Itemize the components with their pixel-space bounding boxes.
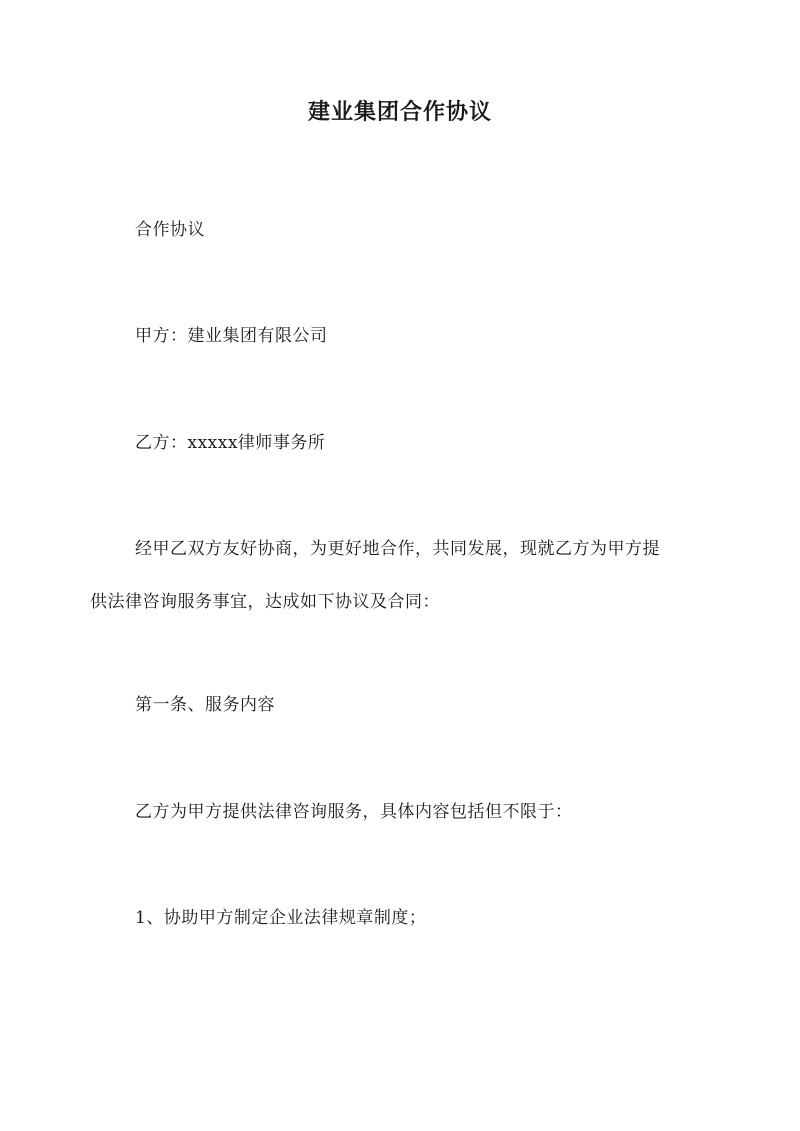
intro-paragraph-line-2: 供法律咨询服务事宜，达成如下协议及合同： xyxy=(90,592,440,612)
intro-paragraph-line-1: 经甲乙双方友好协商，为更好地合作，共同发展，现就乙方为甲方提 xyxy=(135,539,660,559)
party-a-line: 甲方：建业集团有限公司 xyxy=(135,326,328,346)
agreement-heading: 合作协议 xyxy=(135,220,205,240)
party-b-line: 乙方：xxxxx律师事务所 xyxy=(135,433,326,453)
article-1-scope: 乙方为甲方提供法律咨询服务，具体内容包括但不限于： xyxy=(135,802,573,822)
article-1-item-1: 1、协助甲方制定企业法律规章制度； xyxy=(135,908,427,928)
article-1-title: 第一条、服务内容 xyxy=(135,695,275,715)
document-title: 建业集团合作协议 xyxy=(307,99,492,125)
